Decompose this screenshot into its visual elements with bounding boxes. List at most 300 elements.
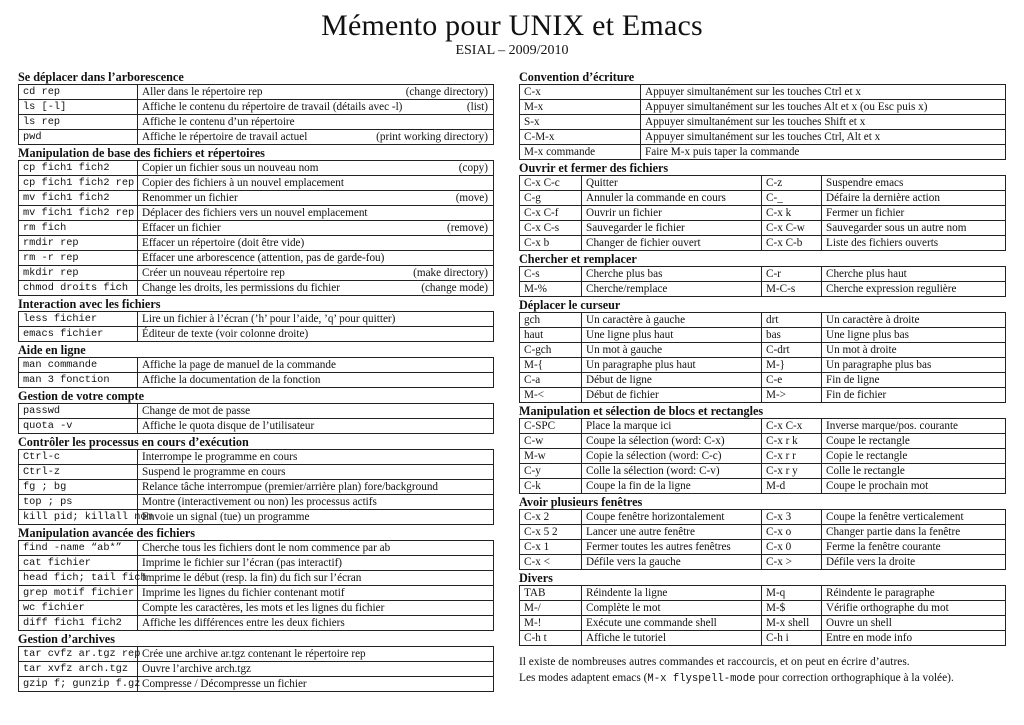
description-cell: Coupe la sélection (word: C-x)	[582, 434, 762, 449]
section-emacs-4	[519, 496, 1006, 570]
command-cell: Ctrl-z	[19, 465, 138, 480]
key-cell: M-<	[520, 388, 582, 403]
description-cell: Ferme la fenêtre courante	[822, 540, 1006, 555]
table-row	[19, 616, 494, 631]
left-column	[18, 71, 494, 694]
table-row	[19, 510, 494, 525]
description-cell: Défaire la dernière action	[822, 191, 1006, 206]
table-row	[520, 449, 1006, 464]
description-text: Ouvre l’archive arch.tgz	[142, 663, 252, 675]
key-cell: M-x commande	[520, 145, 641, 160]
key-cell: C-x C-b	[762, 236, 822, 251]
table-row	[520, 373, 1006, 388]
description-cell	[138, 419, 494, 434]
key-cell: M-x	[520, 100, 641, 115]
command-cell: rmdir rep	[19, 236, 138, 251]
key-cell: C-y	[520, 464, 582, 479]
command-cell: top ; ps	[19, 495, 138, 510]
table-row	[520, 388, 1006, 403]
description-cell	[138, 571, 494, 586]
table-row	[520, 343, 1006, 358]
key-cell: C-g	[520, 191, 582, 206]
key-cell: M-q	[762, 586, 822, 601]
description-cell	[138, 450, 494, 465]
command-table	[18, 646, 494, 692]
command-cell: mkdir rep	[19, 266, 138, 281]
description-text: Imprime le fichier sur l’écran (pas interactif)	[142, 557, 343, 569]
description-cell: Défile vers la gauche	[582, 555, 762, 570]
key-cell: C-a	[520, 373, 582, 388]
description-cell: Suspendre emacs	[822, 176, 1006, 191]
description-cell: Liste des fichiers ouverts	[822, 236, 1006, 251]
description-cell	[138, 100, 494, 115]
section-emacs-2	[519, 299, 1006, 403]
table-row	[520, 525, 1006, 540]
command-cell: gzip f; gunzip f.gz	[19, 677, 138, 692]
section-unix-3	[18, 344, 494, 388]
footer-line-2-code: M-x flyspell-mode	[647, 673, 756, 685]
command-cell: cd rep	[19, 85, 138, 100]
description-text: Cherche tous les fichiers dont le nom commence par ab	[142, 542, 391, 554]
section-title: Contrôler les processus en cours d’exécution	[18, 435, 249, 449]
key-cell: C-r	[762, 267, 822, 282]
shortcut-table	[519, 175, 1006, 251]
table-row	[19, 465, 494, 480]
description-text: Affiche la documentation de la fonction	[142, 374, 321, 386]
description-cell: Copie le rectangle	[822, 449, 1006, 464]
description-cell	[138, 510, 494, 525]
table-row	[19, 647, 494, 662]
description-text: Affiche le quota disque de l’utilisateur	[142, 420, 315, 432]
description-text: Affiche le répertoire de travail actuel	[142, 131, 308, 143]
mnemonic-note: (print working directory)	[376, 131, 488, 143]
description-text: Relance tâche interrompue (premier/arrière plan) fore/background	[142, 481, 439, 493]
description-cell: Colle la sélection (word: C-v)	[582, 464, 762, 479]
key-cell: C-x r y	[762, 464, 822, 479]
description-cell: Place la marque ici	[582, 419, 762, 434]
table-row	[19, 115, 494, 130]
table-row	[19, 221, 494, 236]
description-cell	[138, 404, 494, 419]
table-row	[520, 328, 1006, 343]
description-cell: Appuyer simultanément sur les touches Ctrl et x	[641, 85, 1006, 100]
command-cell: head fich; tail fich	[19, 571, 138, 586]
description-cell: Copie la sélection (word: C-c)	[582, 449, 762, 464]
table-row	[19, 404, 494, 419]
description-cell	[138, 130, 494, 145]
table-row	[19, 586, 494, 601]
table-row	[520, 115, 1006, 130]
description-text: Effacer un fichier	[142, 222, 221, 234]
description-cell	[138, 266, 494, 281]
key-cell: C-x 2	[520, 510, 582, 525]
command-cell: ls [-l]	[19, 100, 138, 115]
description-text: Affiche le contenu d’un répertoire	[142, 116, 295, 128]
key-cell: C-x C-w	[762, 221, 822, 236]
command-cell: passwd	[19, 404, 138, 419]
table-row	[520, 236, 1006, 251]
table-row	[19, 419, 494, 434]
description-cell: Entre en mode info	[822, 631, 1006, 646]
table-row	[520, 631, 1006, 646]
table-row	[19, 601, 494, 616]
description-cell	[138, 191, 494, 206]
description-cell: Coupe le prochain mot	[822, 479, 1006, 494]
key-cell: M-$	[762, 601, 822, 616]
key-cell: C-x 5 2	[520, 525, 582, 540]
command-table	[18, 84, 494, 145]
command-cell: tar xvfz arch.tgz	[19, 662, 138, 677]
key-cell: C-x k	[762, 206, 822, 221]
key-cell: C-x <	[520, 555, 582, 570]
description-cell	[138, 281, 494, 296]
table-row	[19, 495, 494, 510]
key-cell: C-M-x	[520, 130, 641, 145]
table-row	[520, 191, 1006, 206]
key-cell: C-x r r	[762, 449, 822, 464]
table-row	[19, 251, 494, 266]
table-row	[520, 510, 1006, 525]
description-text: Effacer une arborescence (attention, pas de garde-fou)	[142, 252, 385, 264]
shortcut-table	[519, 266, 1006, 297]
description-cell: Faire M-x puis taper la commande	[641, 145, 1006, 160]
key-cell: M-%	[520, 282, 582, 297]
key-cell: C-x 3	[762, 510, 822, 525]
table-row	[19, 266, 494, 281]
description-cell: Affiche le tutoriel	[582, 631, 762, 646]
key-cell: S-x	[520, 115, 641, 130]
key-cell: M-/	[520, 601, 582, 616]
key-cell: C-gch	[520, 343, 582, 358]
table-row	[520, 419, 1006, 434]
table-row	[19, 373, 494, 388]
key-cell: C-SPC	[520, 419, 582, 434]
table-row	[19, 191, 494, 206]
key-cell: C-x b	[520, 236, 582, 251]
description-cell	[138, 677, 494, 692]
command-cell: man 3 fonction	[19, 373, 138, 388]
table-row	[520, 221, 1006, 236]
section-title: Avoir plusieurs fenêtres	[519, 495, 643, 509]
table-row	[19, 556, 494, 571]
section-unix-4	[18, 390, 494, 434]
key-cell: C-x C-c	[520, 176, 582, 191]
command-cell: tar cvfz ar.tgz rep	[19, 647, 138, 662]
footer-note	[519, 654, 1006, 687]
key-cell: C-x >	[762, 555, 822, 570]
description-cell: Un mot à gauche	[582, 343, 762, 358]
description-text: Aller dans le répertoire rep	[142, 86, 263, 98]
description-cell: Coupe la fenêtre verticalement	[822, 510, 1006, 525]
footer-line-2-pre: Les modes adaptent emacs (	[519, 672, 648, 684]
table-row	[520, 267, 1006, 282]
description-cell: Appuyer simultanément sur les touches Ctrl, Alt et x	[641, 130, 1006, 145]
description-cell: Cherche expression regulière	[822, 282, 1006, 297]
document-subtitle: ESIAL – 2009/2010	[455, 43, 569, 58]
table-row	[19, 450, 494, 465]
description-cell: Colle le rectangle	[822, 464, 1006, 479]
command-cell: grep motif fichier	[19, 586, 138, 601]
key-cell: M->	[762, 388, 822, 403]
key-cell: M-{	[520, 358, 582, 373]
key-cell: C-h i	[762, 631, 822, 646]
section-unix-5	[18, 436, 494, 525]
table-row	[520, 313, 1006, 328]
command-table	[18, 540, 494, 631]
description-cell	[138, 115, 494, 130]
description-cell: Complète le mot	[582, 601, 762, 616]
footer-line-2	[519, 670, 1006, 687]
description-cell: Une ligne plus haut	[582, 328, 762, 343]
description-text: Créer un nouveau répertoire rep	[142, 267, 285, 279]
description-cell: Un paragraphe plus bas	[822, 358, 1006, 373]
key-cell: C-x C-x	[762, 419, 822, 434]
description-cell: Cherche/remplace	[582, 282, 762, 297]
description-cell: Fermer un fichier	[822, 206, 1006, 221]
description-cell	[138, 662, 494, 677]
table-row	[19, 480, 494, 495]
key-cell: C-x 0	[762, 540, 822, 555]
key-cell: C-drt	[762, 343, 822, 358]
command-table	[18, 311, 494, 342]
description-text: Interrompe le programme en cours	[142, 451, 298, 463]
table-row	[520, 434, 1006, 449]
key-cell: C-k	[520, 479, 582, 494]
key-cell: C-x r k	[762, 434, 822, 449]
description-text: Suspend le programme en cours	[142, 466, 286, 478]
right-column	[519, 71, 1006, 687]
description-cell: Quitter	[582, 176, 762, 191]
command-cell: pwd	[19, 130, 138, 145]
description-cell: Changer de fichier ouvert	[582, 236, 762, 251]
key-cell: C-z	[762, 176, 822, 191]
description-cell	[138, 556, 494, 571]
description-cell: Une ligne plus bas	[822, 328, 1006, 343]
table-row	[19, 236, 494, 251]
description-text: Effacer un répertoire (doit être vide)	[142, 237, 305, 249]
key-cell: C-x C-f	[520, 206, 582, 221]
description-cell: Ouvre un shell	[822, 616, 1006, 631]
description-cell: Un caractère à gauche	[582, 313, 762, 328]
description-cell: Réindente la ligne	[582, 586, 762, 601]
description-cell: Début de fichier	[582, 388, 762, 403]
mnemonic-note: (make directory)	[413, 267, 488, 279]
table-row	[520, 145, 1006, 160]
key-cell: M-d	[762, 479, 822, 494]
description-text: Copier des fichiers à un nouvel emplacement	[142, 177, 344, 189]
document-title: Mémento pour UNIX et Emacs	[321, 9, 703, 42]
table-row	[19, 358, 494, 373]
description-cell	[138, 616, 494, 631]
shortcut-table	[519, 509, 1006, 570]
section-title: Gestion de votre compte	[18, 389, 145, 403]
command-cell: cp fich1 fich2	[19, 161, 138, 176]
description-text: Change de mot de passe	[142, 405, 251, 417]
shortcut-table	[519, 312, 1006, 403]
description-text: Éditeur de texte (voir colonne droite)	[142, 328, 309, 340]
command-cell: cp fich1 fich2 rep	[19, 176, 138, 191]
command-cell: wc fichier	[19, 601, 138, 616]
command-cell: fg ; bg	[19, 480, 138, 495]
command-table	[18, 449, 494, 525]
table-row	[19, 571, 494, 586]
mnemonic-note: (remove)	[447, 222, 488, 234]
description-cell: Un mot à droite	[822, 343, 1006, 358]
key-cell: M-w	[520, 449, 582, 464]
description-cell	[138, 480, 494, 495]
description-text: Affiche la page de manuel de la commande	[142, 359, 336, 371]
description-text: Affiche les différences entre les deux fichiers	[142, 617, 345, 629]
key-cell: C-x 1	[520, 540, 582, 555]
table-row	[520, 616, 1006, 631]
shortcut-table	[519, 585, 1006, 646]
description-cell: Cherche plus haut	[822, 267, 1006, 282]
table-row	[19, 176, 494, 191]
description-cell	[138, 601, 494, 616]
table-row	[19, 312, 494, 327]
footer-line-1: Il existe de nombreuses autres commandes et raccourcis, et on peut en écrire d’autres.	[519, 656, 910, 668]
description-text: Change les droits, les permissions du fichier	[142, 282, 340, 294]
section-title: Chercher et remplacer	[519, 252, 637, 266]
table-row	[19, 677, 494, 692]
section-emacs-0	[519, 162, 1006, 251]
description-cell: Coupe fenêtre horizontalement	[582, 510, 762, 525]
description-cell	[138, 312, 494, 327]
section-title: Manipulation avancée des fichiers	[18, 526, 196, 540]
section-title: Ouvrir et fermer des fichiers	[519, 161, 669, 175]
description-cell	[138, 161, 494, 176]
key-cell: C-x C-s	[520, 221, 582, 236]
command-table	[18, 357, 494, 388]
table-row	[520, 282, 1006, 297]
command-cell: ls rep	[19, 115, 138, 130]
table-row	[19, 281, 494, 296]
description-text: Compte les caractères, les mots et les lignes du fichier	[142, 602, 385, 614]
description-cell: Défile vers la droite	[822, 555, 1006, 570]
description-cell	[138, 465, 494, 480]
description-cell: Un caractère à droite	[822, 313, 1006, 328]
description-cell: Coupe la fin de la ligne	[582, 479, 762, 494]
key-cell: M-C-s	[762, 282, 822, 297]
description-cell: Exécute une commande shell	[582, 616, 762, 631]
section-emacs-3	[519, 405, 1006, 494]
table-row	[19, 327, 494, 342]
command-cell: emacs fichier	[19, 327, 138, 342]
description-cell: Appuyer simultanément sur les touches Alt et x (ou Esc puis x)	[641, 100, 1006, 115]
section-title: Convention d’écriture	[519, 70, 635, 84]
section-title: Interaction avec les fichiers	[18, 297, 161, 311]
section-emacs-1	[519, 253, 1006, 297]
description-text: Déplacer des fichiers vers un nouvel emplacement	[142, 207, 368, 219]
section-unix-0	[18, 71, 494, 145]
description-cell	[138, 327, 494, 342]
table-row	[19, 662, 494, 677]
description-cell: Sauvegarder le fichier	[582, 221, 762, 236]
description-text: Renommer un fichier	[142, 192, 238, 204]
section-unix-1	[18, 147, 494, 296]
description-cell	[138, 373, 494, 388]
description-cell	[138, 358, 494, 373]
shortcut-table	[519, 418, 1006, 494]
description-text: Imprime les lignes du fichier contenant motif	[142, 587, 345, 599]
table-row	[520, 206, 1006, 221]
key-cell: C-h t	[520, 631, 582, 646]
table-row	[520, 601, 1006, 616]
command-table	[18, 403, 494, 434]
table-row	[19, 85, 494, 100]
command-cell: mv fich1 fich2	[19, 191, 138, 206]
command-cell: cat fichier	[19, 556, 138, 571]
description-text: Montre (interactivement ou non) les processus actifs	[142, 496, 377, 508]
table-row	[19, 541, 494, 556]
description-cell: Vérifie orthographe du mot	[822, 601, 1006, 616]
command-cell: mv fich1 fich2 rep	[19, 206, 138, 221]
description-cell: Annuler la commande en cours	[582, 191, 762, 206]
table-row	[520, 176, 1006, 191]
description-text: Envoie un signal (tue) un programme	[142, 511, 310, 523]
key-cell: bas	[762, 328, 822, 343]
command-table	[18, 160, 494, 296]
description-cell: Changer partie dans la fenêtre	[822, 525, 1006, 540]
command-cell: Ctrl-c	[19, 450, 138, 465]
description-cell	[138, 221, 494, 236]
section-title: Manipulation de base des fichiers et répertoires	[18, 146, 265, 160]
key-cell: haut	[520, 328, 582, 343]
table-row	[520, 540, 1006, 555]
description-cell: Inverse marque/pos. courante	[822, 419, 1006, 434]
section-title: Gestion d’archives	[18, 632, 115, 646]
command-cell: diff fich1 fich2	[19, 616, 138, 631]
footer-line-2-post: pour correction orthographique à la volée).	[755, 672, 954, 684]
table-row	[520, 586, 1006, 601]
table-row	[19, 161, 494, 176]
key-cell: C-s	[520, 267, 582, 282]
description-text: Affiche le contenu du répertoire de travail (détails avec -l)	[142, 101, 403, 113]
section-unix-2	[18, 298, 494, 342]
table-row	[520, 130, 1006, 145]
description-cell	[138, 495, 494, 510]
table-row	[19, 206, 494, 221]
section-unix-6	[18, 527, 494, 631]
description-text: Copier un fichier sous un nouveau nom	[142, 162, 319, 174]
key-cell: C-_	[762, 191, 822, 206]
mnemonic-note: (move)	[455, 192, 488, 204]
key-cell: TAB	[520, 586, 582, 601]
description-cell	[138, 586, 494, 601]
description-cell: Lancer une autre fenêtre	[582, 525, 762, 540]
description-cell: Coupe le rectangle	[822, 434, 1006, 449]
mnemonic-note: (change mode)	[421, 282, 488, 294]
table-row	[19, 100, 494, 115]
description-cell: Réindente le paragraphe	[822, 586, 1006, 601]
section-unix-7	[18, 633, 494, 692]
description-cell: Fin de fichier	[822, 388, 1006, 403]
table-row	[520, 85, 1006, 100]
command-cell: chmod droits fich	[19, 281, 138, 296]
description-cell: Un paragraphe plus haut	[582, 358, 762, 373]
key-cell: M-x shell	[762, 616, 822, 631]
table-row	[19, 130, 494, 145]
command-cell: rm fich	[19, 221, 138, 236]
key-cell: drt	[762, 313, 822, 328]
section-title: Se déplacer dans l’arborescence	[18, 70, 184, 84]
table-row	[520, 464, 1006, 479]
document-header	[0, 8, 1024, 58]
command-cell: kill pid; killall nom	[19, 510, 138, 525]
command-cell: find -name “ab*”	[19, 541, 138, 556]
table-row	[520, 358, 1006, 373]
emacs-sections	[519, 162, 1006, 646]
